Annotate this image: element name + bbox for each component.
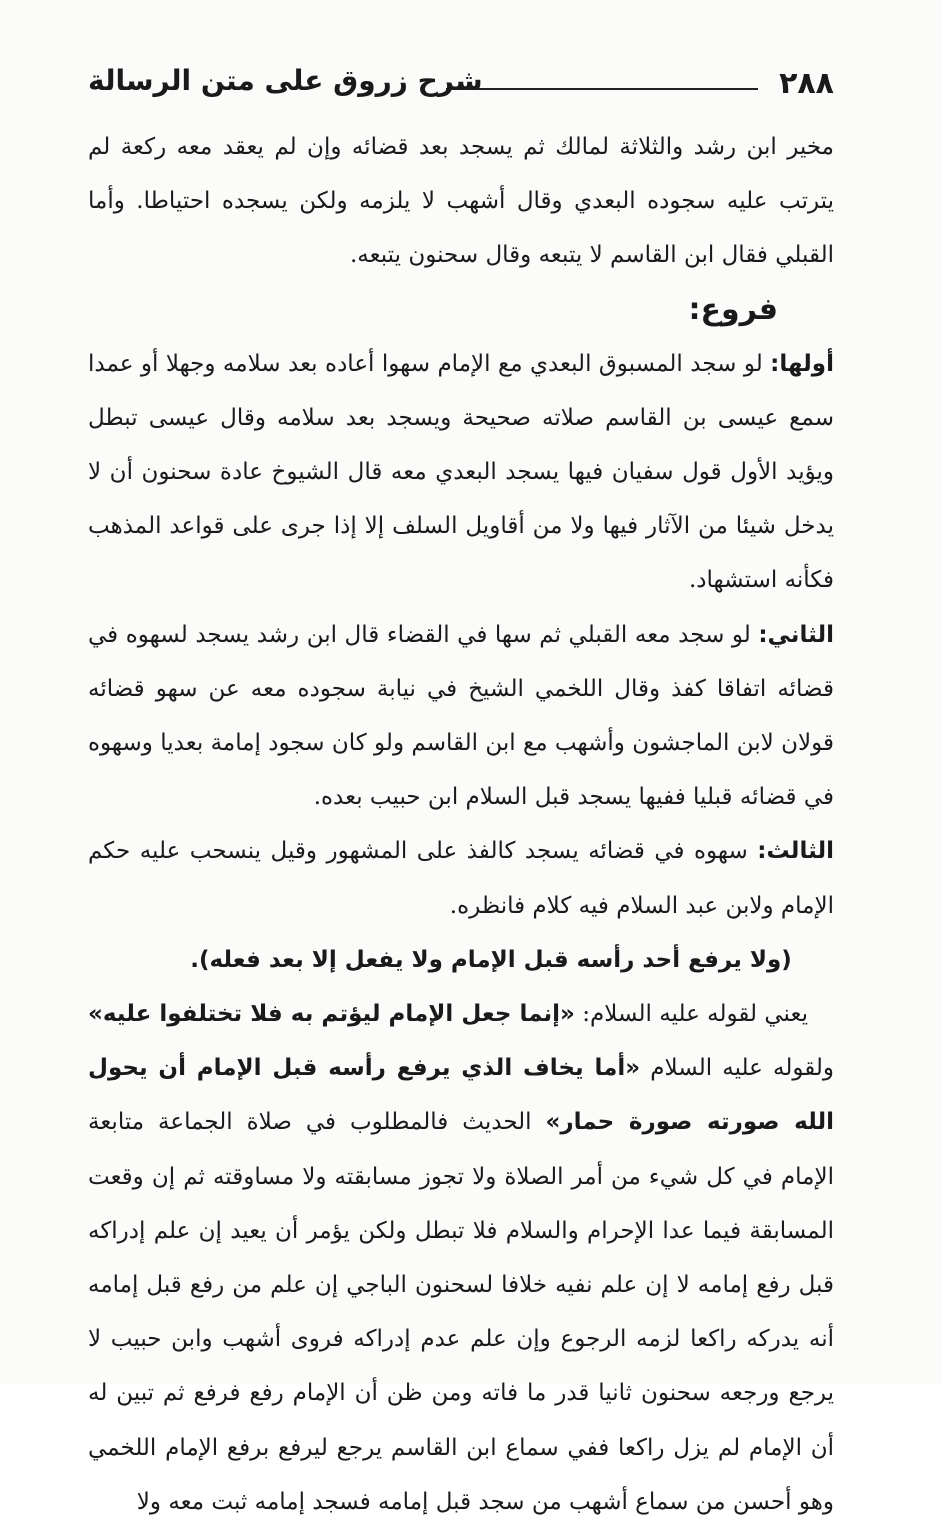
page-number: ٢٨٨: [779, 66, 834, 101]
branch-second-text: لو سجد معه القبلي ثم سها في القضاء قال ابن رشد يسجد لسهوه في قضائه اتفاقا كفذ وقال اللخمي الشيخ في نيابة سجوده معه عن سهو قضائه قولان لابن الماجشون وأشهب مع ابن القاسم ولو كان سجود إمامة بعديا وسهوه في قضائه قبليا ففيها يسجد قبل السلام ابن حبيب بعده.: [88, 621, 834, 811]
branch-third-label: الثالث:: [757, 838, 834, 865]
hadith-quote-2: «أما يخاف الذي يرفع رأسه قبل الإمام أن يحول الله صورته صورة حمار»: [88, 1055, 834, 1136]
branch-first-label: أولها:: [770, 350, 834, 377]
commentary-intro: يعني لقوله عليه السلام:: [574, 1001, 808, 1028]
commentary-mid: ولقوله عليه السلام: [640, 1055, 834, 1082]
branch-third: [88, 824, 834, 932]
furu-heading: فروع:: [688, 291, 778, 327]
branch-first: [88, 337, 834, 608]
commentary-paragraph: [88, 987, 834, 1529]
matn-quote: (ولا يرفع أحد رأسه قبل الإمام ولا يفعل إلا بعد فعله).: [190, 946, 792, 973]
hadith-quote-1: «إنما جعل الإمام ليؤتم به فلا تختلفوا عليه»: [88, 1001, 575, 1028]
branch-first-text: لو سجد المسبوق البعدي مع الإمام سهوا أعاده بعد سلامه وجهلا أو عمدا سمع عيسى بن القاسم صلاته صحيحة ويسجد بعد سلامه وقال عيسى تبطل ويؤيد الأول قول سفيان فيها يسجد البعدي معه قال الشيوخ عادة سحنون أن لا يدخل شيئا من الآثار فيها ولا من أقاويل السلف إلا إذا جرى على قواعد المذهب فكأنه استشهاد.: [88, 350, 834, 594]
running-title: شرح زروق على متن الرسالة: [88, 64, 483, 97]
commentary-rest: الحديث فالمطلوب في صلاة الجماعة متابعة الإمام في كل شيء من أمر الصلاة ولا تجوز مسابقته ولا مساوقته ثم إن وقعت المسابقة فيما عدا الإحرام والسلام فلا تبطل ولكن يؤمر أن يعيد إن علم إدراكه قبل رفع إمامه لا إن علم نفيه خلافا لسحنون الباجي إن علم من رفع قبل إمامه أنه يدركه راكعا لزمه الرجوع وإن علم عدم إدراكه فروى أشهب وابن حبيب لا يرجع ورجعه سحنون ثانيا قدر ما فاته ومن ظن أن الإمام رفع فرفع ثم تبين له أن الإمام لم يزل راكعا ففي سماع ابن القاسم يرجع ليرفع برفع الإمام اللخمي وهو أحسن من سماع أشهب من سجد قبل إمامه فسجد إمامه ثبت معه ولا: [88, 1109, 834, 1515]
header-rule: [446, 88, 758, 90]
branch-second: [88, 608, 834, 825]
branch-third-text: سهوه في قضائه يسجد كالفذ على المشهور وقيل ينسحب عليه حكم الإمام ولابن عبد السلام فيه كلام فانظره.: [88, 838, 834, 919]
page-body: [88, 120, 834, 1529]
paragraph-opening: مخير ابن رشد والثلاثة لمالك ثم يسجد بعد قضائه وإن لم يعقد معه ركعة لم يترتب عليه سجوده البعدي وقال أشهب لا يلزمه ولكن يسجده احتياطا. وأما القبلي فقال ابن القاسم لا يتبعه وقال سحنون يتبعه.: [88, 134, 834, 269]
branch-second-label: الثاني:: [758, 621, 834, 648]
page-header: [88, 62, 834, 108]
